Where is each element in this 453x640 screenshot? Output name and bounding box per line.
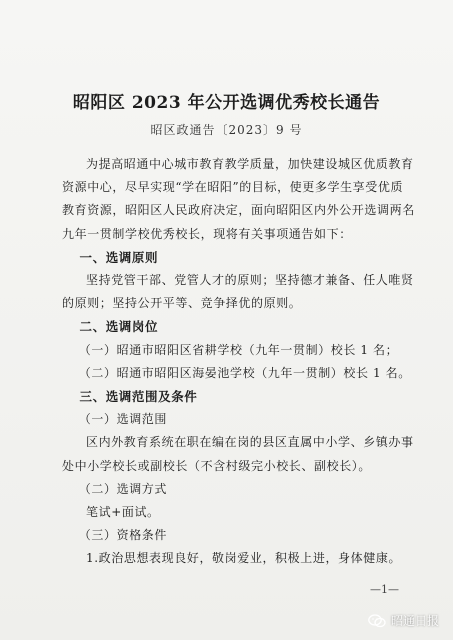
document-number: 昭区政通告〔2023〕9 号 [150, 123, 303, 137]
position-item-line: （一）昭通市昭阳区省耕学校（九年一贯制）校长 1 名； [78, 342, 399, 357]
body-paragraph-line: 的原则；坚持公开平等、竞争择优的原则。 [62, 296, 302, 311]
body-paragraph-line: 处中小学校长或副校长（不含村级完小校长、副校长）。 [62, 458, 372, 473]
document-title: 昭阳区 2023 年公开选调优秀校长通告 [72, 93, 381, 113]
section-heading-line: 一、选调原则 [79, 249, 159, 265]
body-paragraph-line: 为提高昭通中心城市教育教学质量，加快建设城区优质教育 [86, 157, 414, 171]
section-heading-line: 三、选调范围及条件 [79, 389, 198, 405]
body-paragraph-line: 教育资源，昭阳区人民政府决定，面向昭阳区内外公开选调两名 [62, 203, 415, 218]
body-paragraph-line: 笔试+面试。 [86, 505, 160, 520]
watermark-text: 昭通日报 [390, 614, 439, 628]
page-number: —1— [370, 583, 399, 596]
subsection-heading-line: （三）资格条件 [78, 528, 167, 543]
subsection-heading-line: （二）选调方式 [78, 481, 167, 496]
body-paragraph-line: 1.政治思想表现良好，敬岗爱业，积极上进，身体健康。 [86, 551, 402, 566]
position-item-line: （二）昭通市昭阳区海晏池学校（九年一贯制）校长 1 名。 [78, 365, 411, 380]
wechat-icon [368, 614, 386, 628]
source-watermark [368, 612, 439, 629]
body-paragraph-line: 坚持党管干部、党管人才的原则；坚持德才兼备、任人唯贤 [86, 273, 414, 288]
body-paragraph-line: 资源中心，尽早实现“学在昭阳”的目标，使更多学生享受优质 [62, 180, 404, 195]
document-body [62, 153, 415, 571]
body-paragraph-line: 九年一贯制学校优秀校长，现将有关事项通告如下： [62, 226, 352, 241]
subsection-heading-line: （一）选调范围 [78, 412, 167, 427]
section-heading-line: 二、选调岗位 [79, 319, 159, 335]
body-paragraph-line: 区内外教育系统在职在编在岗的县区直属中小学、乡镇办事 [86, 435, 414, 450]
